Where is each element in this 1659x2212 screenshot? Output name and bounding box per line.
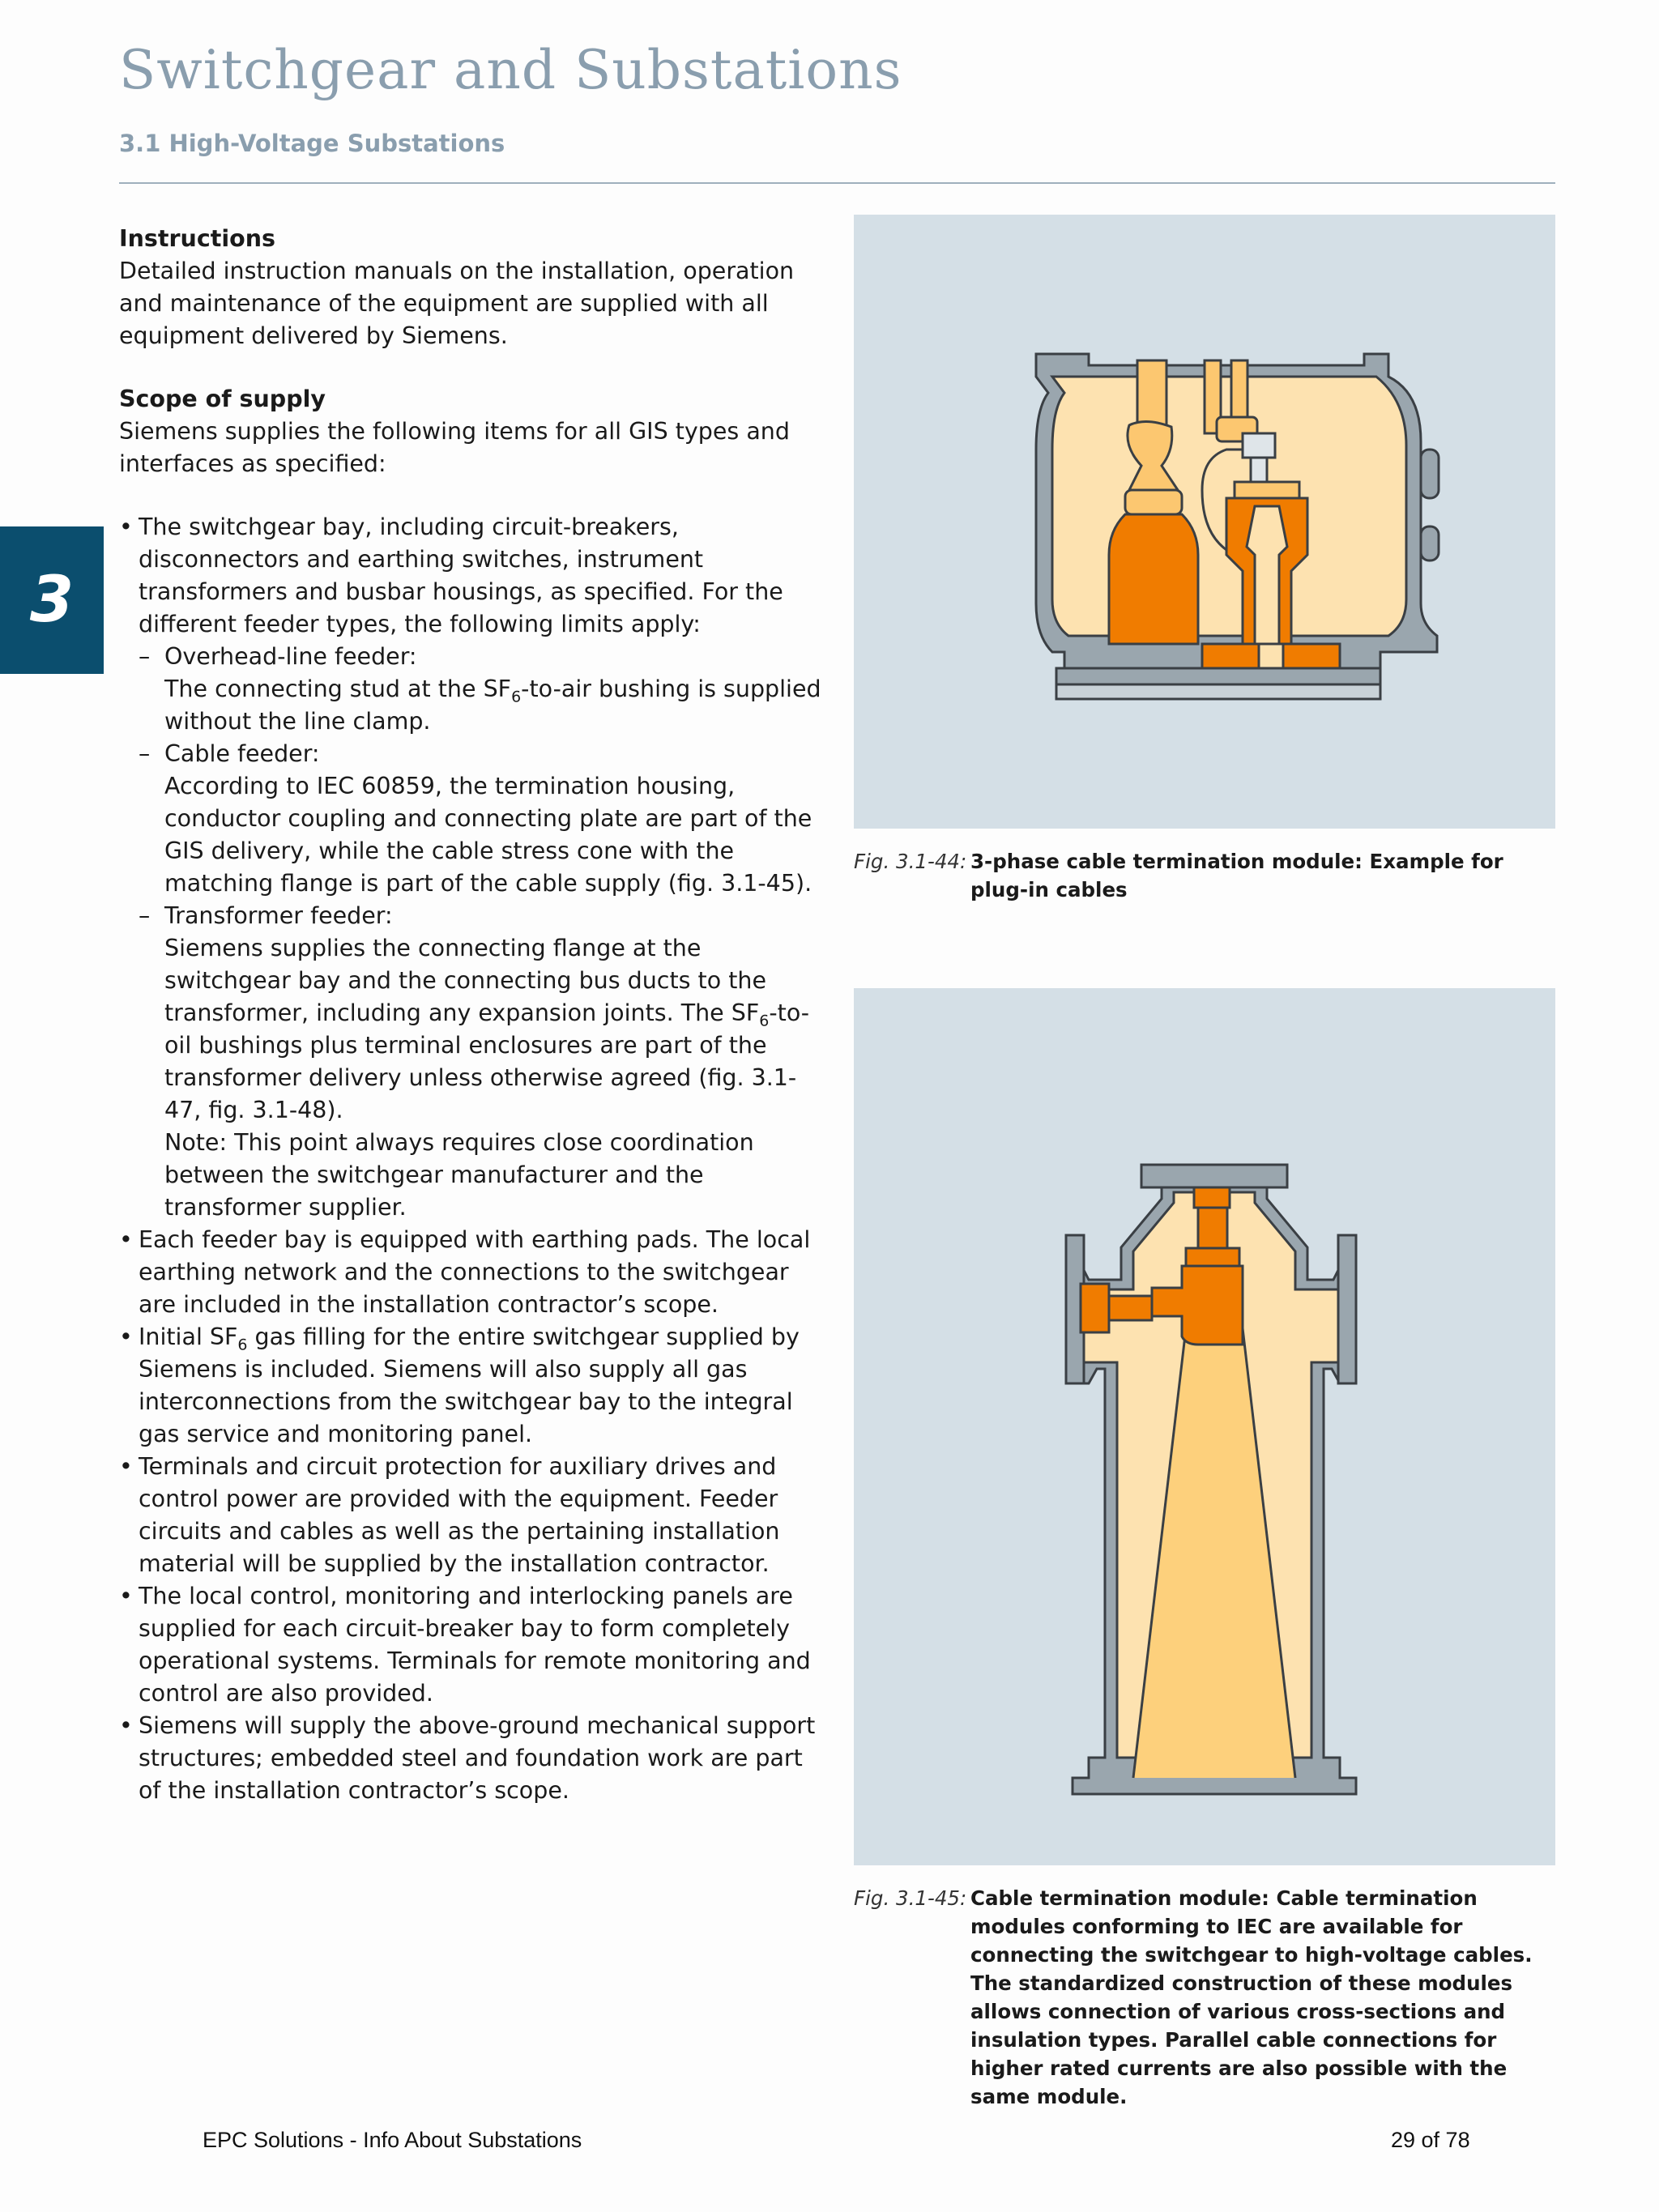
cable-plug-left bbox=[1109, 514, 1198, 644]
figure-2-caption-text: Cable termination module: Cable termination modules conforming to IEC are available for connecting the switchgear to high-voltage cables. The standardized construction of these modules allows connection of various cross-sections and insulation types. Parallel cable connections for higher rated currents are also possible with the same module. bbox=[970, 1886, 1533, 2108]
cable-termination-illustration bbox=[854, 988, 1555, 1865]
page-title: Switchgear and Substations bbox=[119, 39, 902, 101]
sub-overhead-line bbox=[119, 641, 832, 738]
bullet-panels: • The local control, monitoring and interlocking panels are supplied for each circuit-breaker bay to form completely operational systems. Terminals for remote monitoring and control are also provided. bbox=[119, 1580, 832, 1710]
top-flange bbox=[1141, 1165, 1287, 1187]
body-text-column bbox=[119, 223, 832, 1807]
side-flange-upper bbox=[1421, 450, 1439, 498]
transformer-text: Siemens supplies the connecting flange at the switchgear bay and the connecting bus ducts to the transformer, including any expansion joints. The $SF_6-to$-oil bushings plus terminal enclosures are part of the transformer delivery unless otherwise agreed (fig. 3.1-47, fig. 3.1-48). bbox=[164, 935, 810, 1123]
transformer-label: – Transformer feeder: bbox=[164, 900, 832, 932]
footer-source: EPC Solutions - Info About Substations bbox=[203, 2128, 582, 2152]
footer-page-number: 29 of 78 bbox=[1391, 2128, 1470, 2152]
bullet-earthing: • Each feeder bay is equipped with earthing pads. The local earthing network and the connections to the switchgear are included in the installation contractor’s scope. bbox=[119, 1224, 832, 1321]
coupling-head bbox=[1243, 433, 1275, 458]
three-phase-module-illustration bbox=[854, 215, 1555, 829]
cable-text: According to IEC 60859, the termination housing, conductor coupling and connecting plate are part of the GIS delivery, while the cable stress cone with the matching flange is part of the cable supply (fig. 3.1-45). bbox=[164, 773, 812, 897]
base-plate bbox=[1056, 668, 1380, 684]
conductor-stack-left bbox=[1137, 360, 1166, 425]
figure-2-number: Fig. 3.1-45: bbox=[854, 1886, 967, 1910]
figure-1-caption bbox=[854, 847, 1555, 904]
bay-text: The switchgear bay, including circuit-breakers, disconnectors and earthing switches, instrument transformers and busbar housings, as specified. For the different feeder types, the following limits apply: bbox=[139, 514, 783, 637]
header-rule bbox=[119, 182, 1555, 184]
overhead-label: – Overhead-line feeder: bbox=[164, 641, 832, 673]
instructions-text: Detailed instruction manuals on the installation, operation and maintenance of the equipment are supplied with all equipment delivered by Siemens. bbox=[119, 258, 795, 349]
bullet-structures: • Siemens will supply the above-ground mechanical support structures; embedded steel and foundation work are part of the installation contractor’s scope. bbox=[119, 1710, 832, 1807]
figure-3-phase-termination bbox=[854, 215, 1555, 829]
right-side-flange bbox=[1338, 1235, 1356, 1383]
instructions-heading: Instructions bbox=[119, 225, 275, 252]
figure-cable-termination bbox=[854, 988, 1555, 1865]
sub-cable-feeder bbox=[119, 738, 832, 900]
bullet-gas-filling: • Initial $SF_6$ gas filling for the entire switchgear supplied by Siemens is included. Siemens will also supply all gas interconnections from the switchgear bay to the integral gas service and monitoring panel. bbox=[119, 1321, 832, 1451]
side-flange-lower bbox=[1421, 526, 1439, 560]
cable-label: – Cable feeder: bbox=[164, 738, 832, 770]
figure-2-caption bbox=[854, 1884, 1555, 2111]
figure-1-caption-text: 3-phase cable termination module: Example for plug-in cables bbox=[970, 850, 1503, 901]
base-plate-lower bbox=[1056, 684, 1380, 699]
bullet-terminals: • Terminals and circuit protection for auxiliary drives and control power are provided with the equipment. Feeder circuits and cables as well as the pertaining installation material will be supplied by the installation contractor. bbox=[119, 1451, 832, 1580]
overhead-text: The connecting stud at the $SF_6-to$-air bushing is supplied without the line clamp. bbox=[164, 676, 821, 735]
chapter-tab: 3 bbox=[0, 526, 104, 674]
scope-intro: Siemens supplies the following items for all GIS types and interfaces as specified: bbox=[119, 418, 790, 477]
sub-transformer-feeder bbox=[119, 900, 832, 1224]
figure-1-number: Fig. 3.1-44: bbox=[854, 850, 967, 873]
section-subtitle: 3.1 High-Voltage Substations bbox=[119, 130, 505, 157]
transformer-note: Note: This point always requires close coordination between the switchgear manufacturer and the transformer supplier. bbox=[164, 1129, 754, 1221]
conductor-top bbox=[1194, 1187, 1230, 1208]
bullet-switchgear-bay bbox=[119, 511, 832, 641]
scope-heading: Scope of supply bbox=[119, 386, 326, 412]
